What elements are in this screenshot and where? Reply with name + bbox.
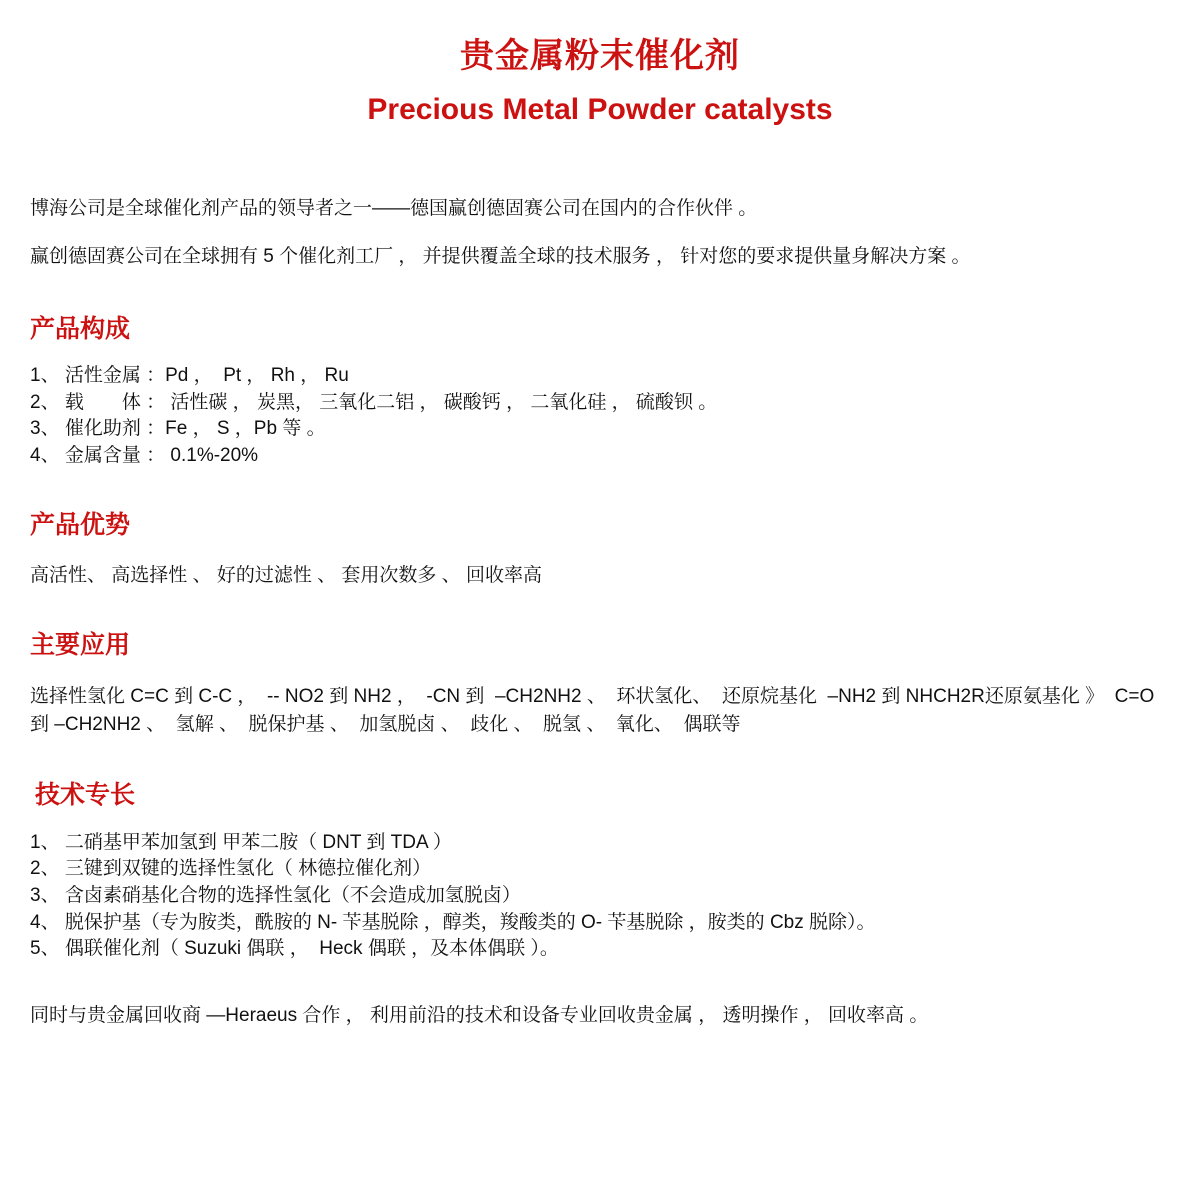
list-item: 2、 载 体 ： 活性碳 ， 炭黑， 三氧化二铝 ， 碳酸钙 ， 二氧化硅 ， 硫酸钡 。 bbox=[30, 391, 718, 413]
section-heading-product-advantage: 产品优势 bbox=[30, 510, 131, 539]
section-heading-product-composition: 产品构成 bbox=[30, 314, 131, 343]
intro-paragraph-2: 赢创德固赛公司在全球拥有 5 个催化剂工厂 ， 并提供覆盖全球的技术服务 ， 针对您的要求提供量身解决方案 。 bbox=[30, 246, 971, 268]
list-item: 4、 金属含量 ： 0.1%-20% bbox=[30, 444, 259, 466]
section-heading-main-application: 主要应用 bbox=[30, 630, 131, 659]
intro-paragraph-1: 博海公司是全球催化剂产品的领导者之一——德国赢创德固赛公司在国内的合作伙伴 。 bbox=[30, 198, 758, 220]
recycling-partner-paragraph: 同时与贵金属回收商 —Heraeus 合作 ， 利用前沿的技术和设备专业回收贵金属 ， 透明操作 ， 回收率高 。 bbox=[30, 1004, 929, 1026]
product-advantage-text: 高活性、 高选择性 、 好的过滤性 、 套用次数多 、 回收率高 bbox=[30, 565, 542, 587]
list-item: 2、 三键到双键的选择性氢化（ 林德拉催化剂） bbox=[30, 858, 432, 880]
list-item: 1、 活性金属 ：Pd ， Pt ， Rh ， Ru bbox=[30, 365, 349, 387]
page-title-chinese: 贵金属粉末催化剂 bbox=[460, 37, 740, 75]
product-composition-list bbox=[30, 363, 1170, 469]
section-heading-technical-expertise: 技术专长 bbox=[35, 781, 136, 810]
list-item: 3、 催化助剂 ：Fe ， S ，Pb 等 。 bbox=[30, 418, 326, 440]
list-item: 5、 偶联催化剂（ Suzuki 偶联 ， Heck 偶联 ，及本体偶联 ）。 bbox=[30, 938, 559, 960]
list-item: 1、 二硝基甲苯加氢到 甲苯二胺（ DNT 到 TDA ） bbox=[30, 831, 452, 853]
list-item: 4、 脱保护基（专为胺类，酰胺的 N- 苄基脱除 ，醇类，羧酸类的 O- 苄基脱除 ，胺类的 Cbz 脱除）。 bbox=[30, 911, 876, 933]
technical-expertise-list bbox=[30, 830, 1170, 963]
page-title-english: Precious Metal Powder catalysts bbox=[367, 93, 833, 127]
main-application-text: 选择性氢化 C=C 到 C-C ， -- NO2 到 NH2 ， -CN 到 –CH2NH2 、 环状氢化、 还原烷基化 –NH2 到 NHCH2R还原氨基化 》 C=O 到 –CH2NH2 、 氢解 、 脱保护基 、 加氢脱卤 、 歧化 、 脱氢 、 氧化、 偶联等 bbox=[30, 686, 1160, 735]
list-item: 3、 含卤素硝基化合物的选择性氢化（不会造成加氢脱卤） bbox=[30, 884, 521, 906]
